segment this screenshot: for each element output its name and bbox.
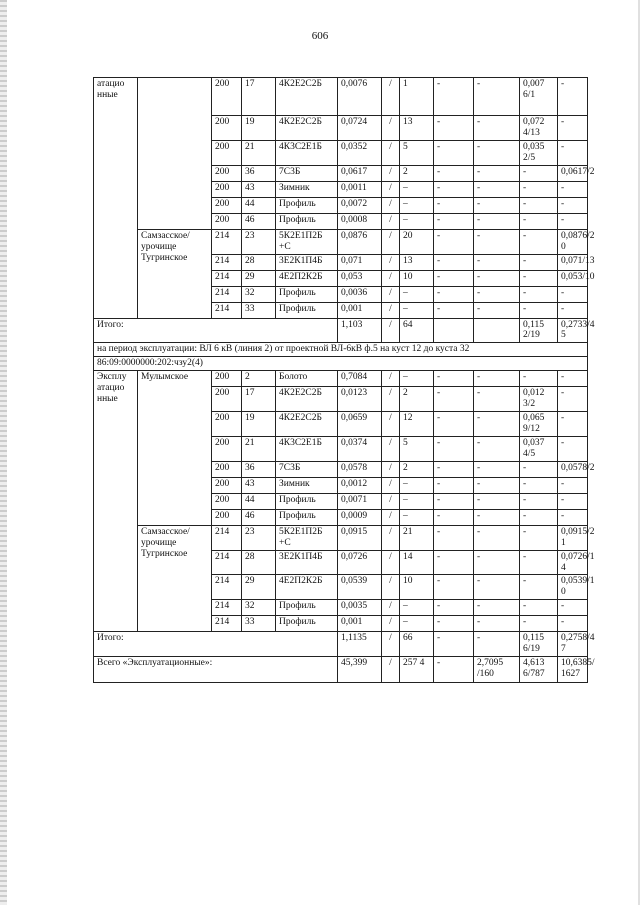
- cell: -: [474, 229, 520, 254]
- cell: Профиль: [276, 213, 338, 229]
- cell: -: [474, 616, 520, 632]
- cell: 200: [212, 461, 242, 477]
- cell: -: [434, 509, 474, 525]
- cell: -: [520, 509, 558, 525]
- cell: 44: [242, 197, 276, 213]
- cell: 214: [212, 525, 242, 550]
- cell: -: [474, 197, 520, 213]
- cell: 32: [242, 286, 276, 302]
- cell: 17: [242, 78, 276, 116]
- cell: 10: [400, 575, 434, 600]
- cell: -: [558, 197, 588, 213]
- cell: 214: [212, 270, 242, 286]
- table-row: [94, 525, 588, 550]
- cell: 0,0035: [338, 600, 382, 616]
- cell: -: [434, 165, 474, 181]
- cell: /: [382, 270, 400, 286]
- cell: 43: [242, 181, 276, 197]
- cell: 4К2Е2С2Б: [276, 78, 338, 116]
- cell: /: [382, 616, 400, 632]
- category-cell: Эксплу атацио нные: [94, 371, 138, 632]
- cell: 0,053: [338, 270, 382, 286]
- cell: 5: [400, 436, 434, 461]
- cell: /: [382, 286, 400, 302]
- cell: Профиль: [276, 286, 338, 302]
- cell: -: [474, 116, 520, 141]
- cell: 0,2733/4 5: [558, 318, 588, 343]
- location-cell: Самзасское/ урочище Тугринское: [138, 525, 212, 632]
- cell: 0,012 3/2: [520, 387, 558, 412]
- cell: 214: [212, 302, 242, 318]
- cell: 36: [242, 165, 276, 181]
- cell: 0,0617: [338, 165, 382, 181]
- cell: -: [520, 600, 558, 616]
- cell: Профиль: [276, 600, 338, 616]
- cell: Профиль: [276, 302, 338, 318]
- cell: -: [434, 116, 474, 141]
- cell: 20: [400, 229, 434, 254]
- cell: 36: [242, 461, 276, 477]
- cell: 1,103: [338, 318, 382, 343]
- cell: -: [558, 181, 588, 197]
- cell: /: [382, 318, 400, 343]
- cell: /: [382, 509, 400, 525]
- location-cell: Мулымское: [138, 371, 212, 526]
- cell: -: [474, 461, 520, 477]
- cell: -: [474, 181, 520, 197]
- total-label: Всего «Эксплуатационные»:: [94, 657, 338, 683]
- land-plots-table: [93, 77, 595, 683]
- cell: -: [474, 575, 520, 600]
- location-cell: [138, 78, 212, 230]
- cell: -: [520, 165, 558, 181]
- cell: –: [400, 286, 434, 302]
- cell: 0,0072: [338, 197, 382, 213]
- cell: 0,0578/2: [558, 461, 588, 477]
- section-title: на период эксплуатации: ВЛ 6 кВ (линия 2) от проектной ВЛ-6кВ ф.5 на куст 12 до куста 32: [94, 343, 588, 357]
- cell: -: [520, 229, 558, 254]
- cell: –: [400, 181, 434, 197]
- cell: 0,0876: [338, 229, 382, 254]
- cell: -: [558, 286, 588, 302]
- cell: [474, 318, 520, 343]
- cell: 0,0617/2: [558, 165, 588, 181]
- cell: 0,115 2/19: [520, 318, 558, 343]
- table-row-total: [94, 632, 588, 657]
- cell: 0,065 9/12: [520, 412, 558, 437]
- cell: -: [434, 387, 474, 412]
- cell: 214: [212, 286, 242, 302]
- cell: /: [382, 657, 400, 683]
- cell: 2: [400, 387, 434, 412]
- cell: –: [400, 302, 434, 318]
- cell: 214: [212, 616, 242, 632]
- cell: 32: [242, 600, 276, 616]
- cell: 5К2Е1П2Б +С: [276, 525, 338, 550]
- cell: Профиль: [276, 509, 338, 525]
- cell: 0,001: [338, 302, 382, 318]
- cell: Профиль: [276, 493, 338, 509]
- cell: -: [558, 509, 588, 525]
- cell: 0,007 6/1: [520, 78, 558, 116]
- cell: 0,0539/1 0: [558, 575, 588, 600]
- cell: -: [558, 116, 588, 141]
- cell: -: [558, 78, 588, 116]
- cell: 4Е2П2К2Б: [276, 575, 338, 600]
- cell: -: [520, 181, 558, 197]
- cell: /: [382, 78, 400, 116]
- cell: 2,7095 /160: [474, 657, 520, 683]
- cell: -: [434, 436, 474, 461]
- cell: /: [382, 493, 400, 509]
- cell: 4К3С2Е1Б: [276, 436, 338, 461]
- cell: 0,0915: [338, 525, 382, 550]
- cell: -: [474, 213, 520, 229]
- cadastral-number: 86:09:0000000:202:чзу2(4): [94, 357, 588, 371]
- cell: 214: [212, 600, 242, 616]
- cell: /: [382, 632, 400, 657]
- cell: 257 4: [400, 657, 434, 683]
- cell: 2: [242, 371, 276, 387]
- cell: 0,0374: [338, 436, 382, 461]
- cell: -: [558, 371, 588, 387]
- cell: 19: [242, 116, 276, 141]
- cell: -: [520, 575, 558, 600]
- cell: 200: [212, 165, 242, 181]
- cell: 200: [212, 197, 242, 213]
- cell: 200: [212, 78, 242, 116]
- cell: -: [558, 493, 588, 509]
- category-cell: атацио нные: [94, 78, 138, 319]
- cell: /: [382, 140, 400, 165]
- cell: 0,0724: [338, 116, 382, 141]
- cell: -: [520, 525, 558, 550]
- cell: 0,0578: [338, 461, 382, 477]
- cell: 0,037 4/5: [520, 436, 558, 461]
- cell: 7С3Б: [276, 461, 338, 477]
- cell: 4К2Е2С2Б: [276, 116, 338, 141]
- cell: 17: [242, 387, 276, 412]
- cell: -: [558, 436, 588, 461]
- cell: 21: [242, 140, 276, 165]
- cell: -: [474, 140, 520, 165]
- cell: /: [382, 387, 400, 412]
- cell: /: [382, 165, 400, 181]
- cell: 10,6385/ 1627: [558, 657, 588, 683]
- cell: –: [400, 197, 434, 213]
- cell: 33: [242, 302, 276, 318]
- cell: -: [434, 254, 474, 270]
- total-label: Итого:: [94, 632, 338, 657]
- cadastral-row: [94, 357, 588, 371]
- cell: 21: [242, 436, 276, 461]
- cell: /: [382, 197, 400, 213]
- cell: 1,1135: [338, 632, 382, 657]
- cell: Профиль: [276, 616, 338, 632]
- cell: 28: [242, 254, 276, 270]
- cell: 200: [212, 116, 242, 141]
- cell: -: [434, 477, 474, 493]
- cell: -: [520, 477, 558, 493]
- cell: /: [382, 181, 400, 197]
- cell: 46: [242, 509, 276, 525]
- page-number: 606: [311, 30, 329, 42]
- cell: 200: [212, 436, 242, 461]
- total-label: Итого:: [94, 318, 338, 343]
- cell: -: [474, 286, 520, 302]
- cell: -: [434, 575, 474, 600]
- cell: 45,399: [338, 657, 382, 683]
- table-row-total: [94, 657, 588, 683]
- cell: -: [474, 550, 520, 575]
- cell: -: [520, 616, 558, 632]
- cell: 4,613 6/787: [520, 657, 558, 683]
- cell: 0,0036: [338, 286, 382, 302]
- cell: 200: [212, 213, 242, 229]
- cell: /: [382, 213, 400, 229]
- cell: 4Е2П2К2Б: [276, 270, 338, 286]
- cell: 0,0539: [338, 575, 382, 600]
- cell: -: [474, 477, 520, 493]
- cell: -: [434, 181, 474, 197]
- cell: 0,072 4/13: [520, 116, 558, 141]
- cell: -: [520, 286, 558, 302]
- cell: -: [520, 270, 558, 286]
- table-body: [94, 78, 595, 683]
- cell: -: [558, 387, 588, 412]
- cell: 200: [212, 181, 242, 197]
- cell: 0,0659: [338, 412, 382, 437]
- cell: 13: [400, 254, 434, 270]
- cell: -: [434, 600, 474, 616]
- scan-left-edge: [0, 0, 7, 905]
- cell: 0,115 6/19: [520, 632, 558, 657]
- cell: -: [474, 412, 520, 437]
- cell: 5: [400, 140, 434, 165]
- cell: 0,0123: [338, 387, 382, 412]
- cell: -: [474, 525, 520, 550]
- cell: –: [400, 509, 434, 525]
- cell: -: [434, 78, 474, 116]
- cell: /: [382, 371, 400, 387]
- cell: 4К3С2Е1Б: [276, 140, 338, 165]
- cell: 0,2758/4 7: [558, 632, 588, 657]
- cell: 200: [212, 477, 242, 493]
- cell: 214: [212, 229, 242, 254]
- cell: 0,0011: [338, 181, 382, 197]
- cell: 0,001: [338, 616, 382, 632]
- cell: 29: [242, 575, 276, 600]
- cell: 23: [242, 229, 276, 254]
- cell: -: [434, 286, 474, 302]
- cell: -: [434, 461, 474, 477]
- cell: -: [520, 197, 558, 213]
- cell: -: [474, 165, 520, 181]
- cell: -: [474, 302, 520, 318]
- cell: -: [434, 302, 474, 318]
- cell: 12: [400, 412, 434, 437]
- table-row-total: [94, 318, 588, 343]
- cell: -: [434, 197, 474, 213]
- cell: 4К2Е2С2Б: [276, 387, 338, 412]
- cell: 0,0915/2 1: [558, 525, 588, 550]
- cell: 3Е2К1П4Б: [276, 254, 338, 270]
- cell: 7С3Б: [276, 165, 338, 181]
- cell: 44: [242, 493, 276, 509]
- cell: -: [434, 412, 474, 437]
- cell: 0,0726: [338, 550, 382, 575]
- cell: -: [558, 213, 588, 229]
- cell: 43: [242, 477, 276, 493]
- cell: -: [474, 270, 520, 286]
- cell: -: [520, 213, 558, 229]
- cell: 0,0726/1 4: [558, 550, 588, 575]
- cell: 2: [400, 165, 434, 181]
- cell: Зимник: [276, 181, 338, 197]
- cell: 23: [242, 525, 276, 550]
- cell: -: [474, 436, 520, 461]
- cell: 0,0076: [338, 78, 382, 116]
- table-row: [94, 229, 588, 254]
- cell: 214: [212, 550, 242, 575]
- cell: -: [558, 412, 588, 437]
- cell: -: [558, 477, 588, 493]
- cell: 0,071/13: [558, 254, 588, 270]
- cell: 200: [212, 509, 242, 525]
- cell: 0,7084: [338, 371, 382, 387]
- cell: 0,0012: [338, 477, 382, 493]
- cell: /: [382, 229, 400, 254]
- cell: /: [382, 477, 400, 493]
- cell: 28: [242, 550, 276, 575]
- cell: –: [400, 600, 434, 616]
- cell: -: [434, 657, 474, 683]
- cell: [434, 318, 474, 343]
- cell: 3Е2К1П4Б: [276, 550, 338, 575]
- cell: 14: [400, 550, 434, 575]
- cell: -: [474, 78, 520, 116]
- cell: –: [400, 493, 434, 509]
- cell: /: [382, 575, 400, 600]
- table-row: [94, 78, 588, 116]
- cell: 200: [212, 493, 242, 509]
- cell: 5К2Е1П2Б +С: [276, 229, 338, 254]
- cell: 33: [242, 616, 276, 632]
- cell: /: [382, 600, 400, 616]
- cell: 214: [212, 575, 242, 600]
- cell: 21: [400, 525, 434, 550]
- cell: /: [382, 302, 400, 318]
- location-cell: Самзасское/ урочище Тугринское: [138, 229, 212, 318]
- cell: -: [474, 493, 520, 509]
- cell: 0,0008: [338, 213, 382, 229]
- cell: 200: [212, 412, 242, 437]
- cell: 1: [400, 78, 434, 116]
- cell: -: [558, 140, 588, 165]
- cell: 214: [212, 254, 242, 270]
- cell: -: [520, 493, 558, 509]
- cell: -: [434, 229, 474, 254]
- cell: 4К2Е2С2Б: [276, 412, 338, 437]
- cell: –: [400, 371, 434, 387]
- cell: 66: [400, 632, 434, 657]
- cell: 0,0071: [338, 493, 382, 509]
- cell: Профиль: [276, 197, 338, 213]
- cell: 200: [212, 140, 242, 165]
- cell: -: [434, 371, 474, 387]
- cell: 0,0876/2 0: [558, 229, 588, 254]
- cell: /: [382, 254, 400, 270]
- cell: –: [400, 616, 434, 632]
- cell: -: [558, 600, 588, 616]
- cell: /: [382, 461, 400, 477]
- cell: -: [434, 140, 474, 165]
- cell: 0,0009: [338, 509, 382, 525]
- cell: -: [434, 616, 474, 632]
- cell: 2: [400, 461, 434, 477]
- cell: -: [474, 371, 520, 387]
- cell: 200: [212, 387, 242, 412]
- cell: -: [520, 461, 558, 477]
- cell: –: [400, 477, 434, 493]
- cell: Зимник: [276, 477, 338, 493]
- cell: -: [474, 254, 520, 270]
- cell: -: [434, 213, 474, 229]
- section-title-row: [94, 343, 588, 357]
- cell: -: [520, 254, 558, 270]
- cell: 10: [400, 270, 434, 286]
- cell: -: [558, 302, 588, 318]
- cell: 64: [400, 318, 434, 343]
- cell: -: [434, 525, 474, 550]
- cell: -: [434, 493, 474, 509]
- cell: 29: [242, 270, 276, 286]
- cell: 0,035 2/5: [520, 140, 558, 165]
- cell: -: [434, 550, 474, 575]
- cell: /: [382, 525, 400, 550]
- cell: -: [520, 550, 558, 575]
- cell: -: [434, 632, 474, 657]
- cell: /: [382, 436, 400, 461]
- cell: 13: [400, 116, 434, 141]
- cell: Болото: [276, 371, 338, 387]
- table-row: [94, 371, 588, 387]
- cell: 46: [242, 213, 276, 229]
- cell: -: [474, 632, 520, 657]
- cell: -: [558, 616, 588, 632]
- cell: /: [382, 116, 400, 141]
- cell: /: [382, 550, 400, 575]
- cell: -: [520, 371, 558, 387]
- cell: -: [474, 387, 520, 412]
- cell: –: [400, 213, 434, 229]
- cell: -: [434, 270, 474, 286]
- cell: -: [474, 509, 520, 525]
- cell: 0,053/10: [558, 270, 588, 286]
- cell: -: [474, 600, 520, 616]
- cell: 0,071: [338, 254, 382, 270]
- cell: -: [520, 302, 558, 318]
- cell: 0,0352: [338, 140, 382, 165]
- cell: 19: [242, 412, 276, 437]
- cell: 200: [212, 371, 242, 387]
- cell: /: [382, 412, 400, 437]
